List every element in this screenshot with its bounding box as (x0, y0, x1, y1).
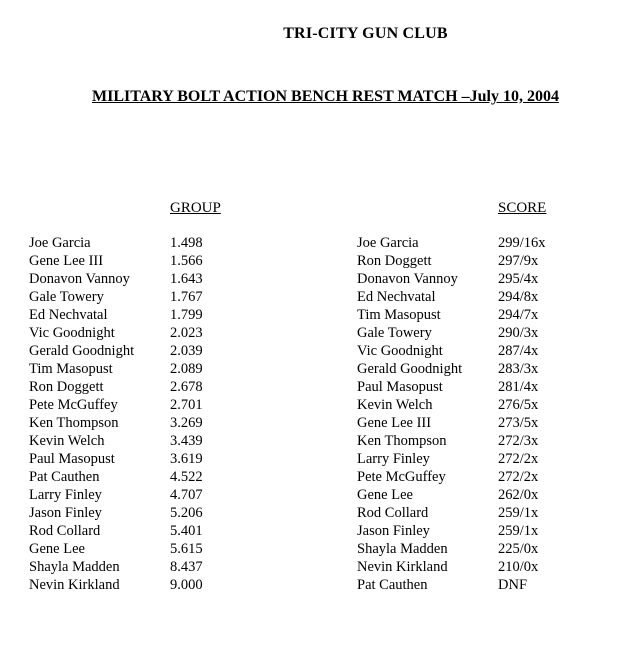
group-row (29, 486, 269, 504)
group-row (29, 396, 269, 414)
score-row (357, 234, 597, 252)
group-shooter-name: Gerald Goodnight (29, 343, 135, 359)
group-value: 2.039 (170, 343, 203, 359)
score-value: 276/5x (498, 397, 539, 413)
group-shooter-name: Gene Lee (29, 541, 85, 557)
score-value: 283/3x (498, 361, 539, 377)
group-row (29, 342, 269, 360)
score-value: 273/5x (498, 415, 539, 431)
group-shooter-name: Pete McGuffey (29, 397, 118, 413)
score-value: 259/1x (498, 505, 539, 521)
score-value: 210/0x (498, 559, 539, 575)
score-shooter-name: Jason Finley (357, 523, 430, 539)
score-row (357, 450, 597, 468)
score-value: 281/4x (498, 379, 539, 395)
group-column-header: GROUP (170, 200, 221, 216)
group-value: 3.269 (170, 415, 203, 431)
group-row (29, 468, 269, 486)
score-shooter-name: Ken Thompson (357, 433, 447, 449)
group-row (29, 252, 269, 270)
score-value: 294/7x (498, 307, 539, 323)
group-value: 2.678 (170, 379, 203, 395)
group-shooter-name: Pat Cauthen (29, 469, 100, 485)
group-value: 5.615 (170, 541, 203, 557)
score-value: 272/3x (498, 433, 539, 449)
group-value: 1.498 (170, 235, 203, 251)
group-shooter-name: Gale Towery (29, 289, 104, 305)
score-row (357, 540, 597, 558)
score-shooter-name: Pete McGuffey (357, 469, 446, 485)
group-row (29, 450, 269, 468)
score-shooter-name: Gene Lee (357, 487, 413, 503)
score-row (357, 432, 597, 450)
score-shooter-name: Donavon Vannoy (357, 271, 458, 287)
group-shooter-name: Joe Garcia (29, 235, 91, 251)
group-results-list (29, 234, 269, 594)
group-row (29, 540, 269, 558)
club-title: TRI-CITY GUN CLUB (283, 25, 448, 42)
group-shooter-name: Kevin Welch (29, 433, 105, 449)
score-shooter-name: Gale Towery (357, 325, 432, 341)
score-row (357, 504, 597, 522)
score-value: DNF (498, 577, 528, 593)
group-row (29, 522, 269, 540)
score-shooter-name: Rod Collard (357, 505, 429, 521)
group-row (29, 234, 269, 252)
score-value: 295/4x (498, 271, 539, 287)
group-value: 1.799 (170, 307, 203, 323)
group-shooter-name: Gene Lee III (29, 253, 104, 269)
score-row (357, 522, 597, 540)
group-value: 1.643 (170, 271, 203, 287)
score-shooter-name: Pat Cauthen (357, 577, 428, 593)
score-row (357, 558, 597, 576)
group-value: 3.619 (170, 451, 203, 467)
group-row (29, 288, 269, 306)
score-row (357, 414, 597, 432)
group-value: 2.023 (170, 325, 203, 341)
score-row (357, 270, 597, 288)
group-row (29, 576, 269, 594)
score-value: 259/1x (498, 523, 539, 539)
group-value: 8.437 (170, 559, 203, 575)
group-row (29, 360, 269, 378)
group-value: 5.206 (170, 505, 203, 521)
group-row (29, 504, 269, 522)
score-row (357, 486, 597, 504)
group-value: 1.767 (170, 289, 203, 305)
score-row (357, 378, 597, 396)
group-value: 4.707 (170, 487, 203, 503)
group-shooter-name: Rod Collard (29, 523, 101, 539)
score-row (357, 324, 597, 342)
group-value: 3.439 (170, 433, 203, 449)
group-value: 9.000 (170, 577, 203, 593)
score-shooter-name: Gerald Goodnight (357, 361, 463, 377)
group-shooter-name: Shayla Madden (29, 559, 120, 575)
group-value: 1.566 (170, 253, 203, 269)
score-value: 290/3x (498, 325, 539, 341)
match-title: MILITARY BOLT ACTION BENCH REST MATCH –July 10, 2004 (92, 88, 559, 105)
group-row (29, 324, 269, 342)
score-row (357, 468, 597, 486)
score-shooter-name: Paul Masopust (357, 379, 443, 395)
score-value: 262/0x (498, 487, 539, 503)
score-shooter-name: Kevin Welch (357, 397, 433, 413)
score-row (357, 288, 597, 306)
score-row (357, 576, 597, 594)
group-shooter-name: Ken Thompson (29, 415, 119, 431)
group-row (29, 414, 269, 432)
score-value: 272/2x (498, 451, 539, 467)
score-value: 225/0x (498, 541, 539, 557)
score-value: 272/2x (498, 469, 539, 485)
group-shooter-name: Tim Masopust (29, 361, 113, 377)
score-value: 299/16x (498, 235, 546, 251)
score-value: 294/8x (498, 289, 539, 305)
score-column-header: SCORE (498, 200, 547, 216)
group-row (29, 558, 269, 576)
score-row (357, 252, 597, 270)
group-row (29, 432, 269, 450)
score-row (357, 396, 597, 414)
score-shooter-name: Larry Finley (357, 451, 430, 467)
group-row (29, 306, 269, 324)
score-shooter-name: Shayla Madden (357, 541, 448, 557)
score-row (357, 342, 597, 360)
group-value: 2.701 (170, 397, 203, 413)
score-shooter-name: Nevin Kirkland (357, 559, 448, 575)
score-value: 287/4x (498, 343, 539, 359)
score-results-list (357, 234, 597, 594)
score-value: 297/9x (498, 253, 539, 269)
group-shooter-name: Jason Finley (29, 505, 102, 521)
group-shooter-name: Donavon Vannoy (29, 271, 130, 287)
score-shooter-name: Tim Masopust (357, 307, 441, 323)
group-value: 5.401 (170, 523, 203, 539)
group-row (29, 378, 269, 396)
group-shooter-name: Ed Nechvatal (29, 307, 108, 323)
score-row (357, 360, 597, 378)
group-row (29, 270, 269, 288)
score-shooter-name: Joe Garcia (357, 235, 419, 251)
group-shooter-name: Larry Finley (29, 487, 102, 503)
score-shooter-name: Ed Nechvatal (357, 289, 436, 305)
group-shooter-name: Ron Doggett (29, 379, 104, 395)
group-shooter-name: Vic Goodnight (29, 325, 115, 341)
score-shooter-name: Gene Lee III (357, 415, 432, 431)
group-value: 4.522 (170, 469, 203, 485)
group-value: 2.089 (170, 361, 203, 377)
group-shooter-name: Nevin Kirkland (29, 577, 120, 593)
score-row (357, 306, 597, 324)
group-shooter-name: Paul Masopust (29, 451, 115, 467)
score-shooter-name: Vic Goodnight (357, 343, 443, 359)
score-shooter-name: Ron Doggett (357, 253, 432, 269)
